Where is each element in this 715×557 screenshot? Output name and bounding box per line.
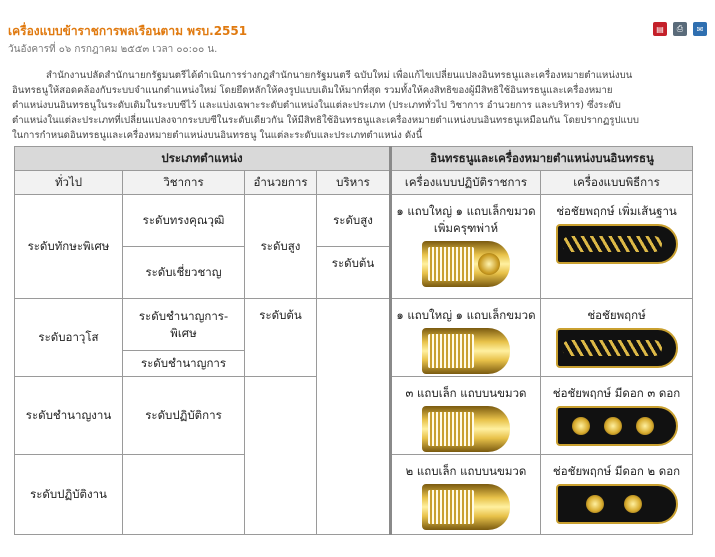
intro-line: สำนักงานปลัดสำนักนายกรัฐมนตรีได้ดำเนินการร่างกฎสำนักนายกรัฐมนตรี ฉบับใหม่ เพื่อแก้ไขเปลี่ยนแปลงอินทรธนูและเครื่องหมายตำแหน่งบน <box>46 70 633 81</box>
ceremonial-caption-4: ช่อชัยพฤกษ์ มีดอก ๒ ดอก <box>552 464 681 478</box>
intro-line: ในการกำหนดอินทรธนูและเครื่องหมายตำแหน่งบนอินทรธนู ในแต่ละระดับและประเภทตำแหน่ง ดังนี้ <box>12 130 423 141</box>
duty-insignia-4 <box>391 455 541 535</box>
ceremonial-epaulette-image <box>556 224 678 264</box>
article-date: วันอังคารที่ ๐๖ กรกฎาคม ๒๕๕๓ เวลา ๐๐:๐๐ น. <box>8 44 218 55</box>
ceremonial-caption-3: ช่อชัยพฤกษ์ มีดอก ๓ ดอก <box>552 386 681 400</box>
academic-level-1: ระดับทรงคุณวุฒิ <box>123 195 245 247</box>
article-title[interactable]: เครื่องแบบข้าราชการพลเรือนตาม พรบ.2551 <box>8 24 248 38</box>
duty-insignia-1 <box>391 195 541 299</box>
intro-line: อินทรธนูให้สอดคล้องกับระบบจำแนกตำแหน่งใหม่ โดยยึดหลักให้คงรูปแบบเดิมให้มากที่สุด รวมทั้งให้คงสิทธิของผู้มีสิทธิใช้อินทรธนูและเครื่องหมาย <box>12 85 613 96</box>
academic-level-5: ระดับปฏิบัติการ <box>123 377 245 455</box>
col-executive: บริหาร <box>317 171 391 195</box>
director-level-high: ระดับสูง <box>245 195 317 299</box>
ceremonial-epaulette-image <box>556 484 678 524</box>
general-level-skilled: ระดับชำนาญงาน <box>15 377 123 455</box>
col-ceremonial-uniform: เครื่องแบบพิธีการ <box>541 171 693 195</box>
duty-caption-2: ๑ แถบใหญ่ ๑ แถบเล็กขมวด <box>396 308 536 322</box>
general-level-senior: ระดับอาวุโส <box>15 299 123 377</box>
article-toolbar <box>653 22 707 36</box>
col-general: ทั่วไป <box>15 171 123 195</box>
insignia-table <box>14 146 693 535</box>
header-position-type: ประเภทตำแหน่ง <box>15 147 391 171</box>
academic-level-4: ระดับชำนาญการ <box>123 351 245 377</box>
duty-insignia-3 <box>391 377 541 455</box>
intro-line: ตำแหน่งในแต่ละประเภทที่เปลี่ยนแปลงจากระบบซีในระดับเดียวกัน ให้มีสิทธิใช้อินทรธนูและเครื่องหมายตำแหน่งบนอินทรธนูเหมือนกัน โดยปรากฏรูปแบบ <box>12 115 639 126</box>
epaulette-image <box>422 484 510 530</box>
ceremonial-insignia-3 <box>541 377 693 455</box>
academic-level-2: ระดับเชี่ยวชาญ <box>123 247 245 299</box>
ceremonial-epaulette-image <box>556 328 678 368</box>
duty-caption-4: ๒ แถบเล็ก แถบบนขมวด <box>405 464 527 478</box>
ceremonial-insignia-4 <box>541 455 693 535</box>
printer-icon[interactable]: ⎙ <box>673 22 687 36</box>
executive-level-high: ระดับสูง <box>317 195 391 247</box>
executive-level-low: ระดับต้น <box>317 247 391 299</box>
ceremonial-insignia-1 <box>541 195 693 299</box>
col-director: อำนวยการ <box>245 171 317 195</box>
duty-caption-1: ๑ แถบใหญ่ ๑ แถบเล็กขมวด เพิ่มครุฑพ่าห์ <box>396 204 536 235</box>
ceremonial-caption-2: ช่อชัยพฤกษ์ <box>587 308 646 322</box>
epaulette-image <box>422 406 510 452</box>
pdf-icon[interactable]: ▤ <box>653 22 667 36</box>
general-level-operational: ระดับปฏิบัติงาน <box>15 455 123 535</box>
intro-line: ตำแหน่งบนอินทรธนูในระดับเดิมในระบบซีไว้ และแบ่งเฉพาะระดับตำแหน่งในแต่ละประเภท (ประเภททั่วไป วิชาการ อำนวยการ และบริหาร) ซึ่งระดับ <box>12 100 621 111</box>
academic-empty <box>123 455 245 535</box>
email-icon[interactable]: ✉ <box>693 22 707 36</box>
epaulette-image <box>422 328 510 374</box>
ceremonial-insignia-2 <box>541 299 693 377</box>
header-insignia: อินทรธนูและเครื่องหมายตำแหน่งบนอินทรธนู <box>391 147 693 171</box>
duty-caption-3: ๓ แถบเล็ก แถบบนขมวด <box>405 386 527 400</box>
col-academic: วิชาการ <box>123 171 245 195</box>
executive-empty <box>317 299 391 535</box>
general-level-expert: ระดับทักษะพิเศษ <box>15 195 123 299</box>
duty-insignia-2 <box>391 299 541 377</box>
ceremonial-epaulette-image <box>556 406 678 446</box>
intro-paragraph <box>12 68 704 143</box>
director-level-low: ระดับต้น <box>245 299 317 377</box>
director-empty <box>245 377 317 535</box>
col-duty-uniform: เครื่องแบบปฏิบัติราชการ <box>391 171 541 195</box>
academic-level-3: ระดับชำนาญการ-พิเศษ <box>123 299 245 351</box>
ceremonial-caption-1: ช่อชัยพฤกษ์ เพิ่มเส้นฐาน <box>556 204 677 218</box>
epaulette-image <box>422 241 510 287</box>
